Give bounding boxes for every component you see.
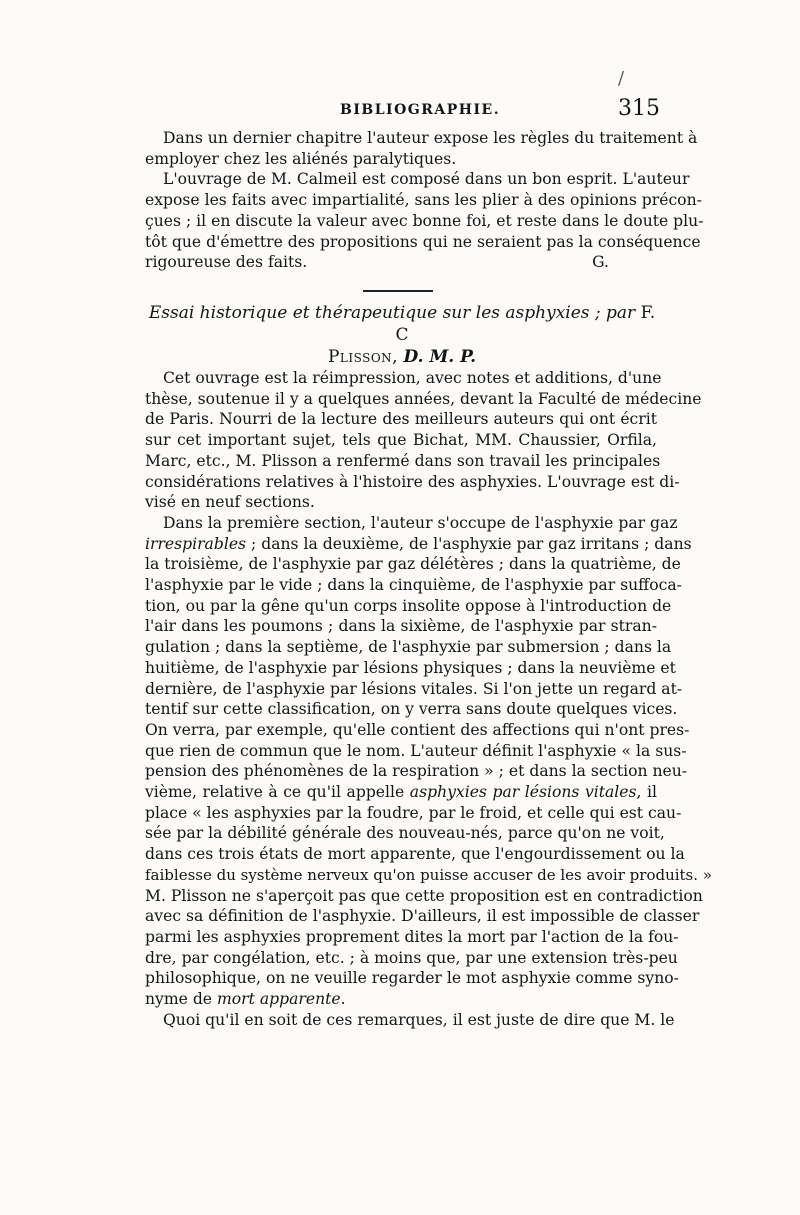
text-line: tentif sur cette classification, on y verra sans doute quelques vices. <box>145 700 678 719</box>
reviewer-signature: G. <box>592 253 609 272</box>
text-line: Cet ouvrage est la réimpression, avec notes et additions, d'une <box>163 369 662 387</box>
title-line <box>148 302 656 346</box>
previous-review-ending <box>145 128 704 273</box>
text-line: sur cet important sujet, tels que Bichat, MM. Chaussier, Orfila, <box>145 431 657 450</box>
review-title <box>148 302 656 368</box>
text-line: M. Plisson ne s'aperçoit pas que cette proposition est en contradiction <box>145 886 703 905</box>
text-line: l'air dans les poumons ; dans la sixième, de l'asphyxie par stran- <box>145 617 657 636</box>
title-line <box>148 346 656 368</box>
text-line: huitième, de l'asphyxie par lésions physiques ; dans la neuvième et <box>145 658 676 677</box>
text-line: dre, par congélation, etc. ; à moins que, par une extension très-peu <box>145 948 678 967</box>
text-line: Dans un dernier chapitre l'auteur expose les règles du traitement à <box>163 129 698 147</box>
author-initials: F. C <box>395 303 656 345</box>
text-fragment: ; dans la deuxième, de l'asphyxie par gaz irritans ; dans <box>246 534 692 553</box>
text-line: On verra, par exemple, qu'elle contient des affections qui n'ont pres- <box>145 720 690 739</box>
section-divider <box>363 290 433 292</box>
text-line: employer chez les aliénés paralytiques. <box>145 149 457 168</box>
page-header <box>140 98 660 126</box>
review-body <box>145 368 712 1031</box>
text-line: dernière, de l'asphyxie par lésions vitales. Si l'on jette un regard at- <box>145 679 683 698</box>
text-line: avec sa définition de l'asphyxie. D'ailleurs, il est impossible de classer <box>145 907 700 926</box>
text-line: place « les asphyxies par la foudre, par le froid, et celle qui est cau- <box>145 803 682 822</box>
italic-term: mort apparente <box>217 990 341 1009</box>
text-line: expose les faits avec impartialité, sans les plier à des opinions précon- <box>145 191 702 210</box>
text-line: tôt que d'émettre des propositions qui ne seraient pas la conséquence <box>145 232 701 251</box>
text-line: de Paris. Nourri de la lecture des meilleurs auteurs qui ont écrit <box>145 410 657 429</box>
text-line: Dans la première section, l'auteur s'occupe de l'asphyxie par gaz <box>163 513 678 532</box>
italic-term: irrespirables <box>145 534 247 553</box>
text-line: considérations relatives à l'histoire des asphyxies. L'ouvrage est di- <box>145 472 680 491</box>
margin-mark: / <box>618 68 625 89</box>
page-number: 315 <box>618 96 660 121</box>
text-line: l'asphyxie par le vide ; dans la cinquième, de l'asphyxie par suffoca- <box>145 576 682 595</box>
text-line: que rien de commun que le nom. L'auteur définit l'asphyxie « la sus- <box>145 741 687 760</box>
italic-term: asphyxies par lésions vitales <box>409 783 637 802</box>
text-fragment: vième, relative à ce qu'il appelle <box>145 783 410 802</box>
text-line <box>145 252 657 273</box>
text-line: sée par la débilité générale des nouveau-nés, parce qu'on ne voit, <box>145 824 665 843</box>
text-line: dans ces trois états de mort apparente, que l'engourdissement ou la <box>145 845 685 864</box>
text-line: tion, ou par la gêne qu'un corps insolite oppose à l'introduction de <box>145 596 672 615</box>
text-line <box>145 534 692 555</box>
closing-text: rigoureuse des faits. <box>145 253 308 272</box>
author-name: Plisson, <box>327 347 399 367</box>
text-line: Marc, etc., M. Plisson a renfermé dans son travail les principales <box>145 451 661 470</box>
text-fragment: nyme de <box>145 990 217 1009</box>
text-fragment: . <box>340 990 346 1009</box>
text-line: Quoi qu'il en soit de ces remarques, il est juste de dire que M. le <box>163 1010 675 1029</box>
text-line: parmi les asphyxies proprement dites la mort par l'action de la fou- <box>145 927 679 946</box>
text-line: thèse, soutenue il y a quelques années, devant la Faculté de médecine <box>145 389 702 408</box>
text-line: visé en neuf sections. <box>145 493 315 512</box>
book-title: Essai historique et thérapeutique sur les asphyxies ; par <box>148 303 636 323</box>
author-degree: D. M. P. <box>403 347 477 367</box>
text-fragment: , il <box>636 783 658 802</box>
text-line: faiblesse du système nerveux qu'on puisse accuser de les avoir produits. » <box>145 865 712 884</box>
running-head: BIBLIOGRAPHIE. <box>340 102 501 118</box>
text-line: gulation ; dans la septième, de l'asphyxie par submersion ; dans la <box>145 638 672 657</box>
text-line: la troisième, de l'asphyxie par gaz délétères ; dans la quatrième, de <box>145 555 681 574</box>
text-line: philosophique, on ne veuille regarder le mot asphyxie comme syno- <box>145 969 679 988</box>
text-line: L'ouvrage de M. Calmeil est composé dans un bon esprit. L'auteur <box>163 170 690 189</box>
text-line: çues ; il en discute la valeur avec bonne foi, et reste dans le doute plu- <box>145 211 704 230</box>
text-line <box>145 782 657 803</box>
text-line <box>145 989 657 1010</box>
text-line: pension des phénomènes de la respiration » ; et dans la section neu- <box>145 762 688 781</box>
